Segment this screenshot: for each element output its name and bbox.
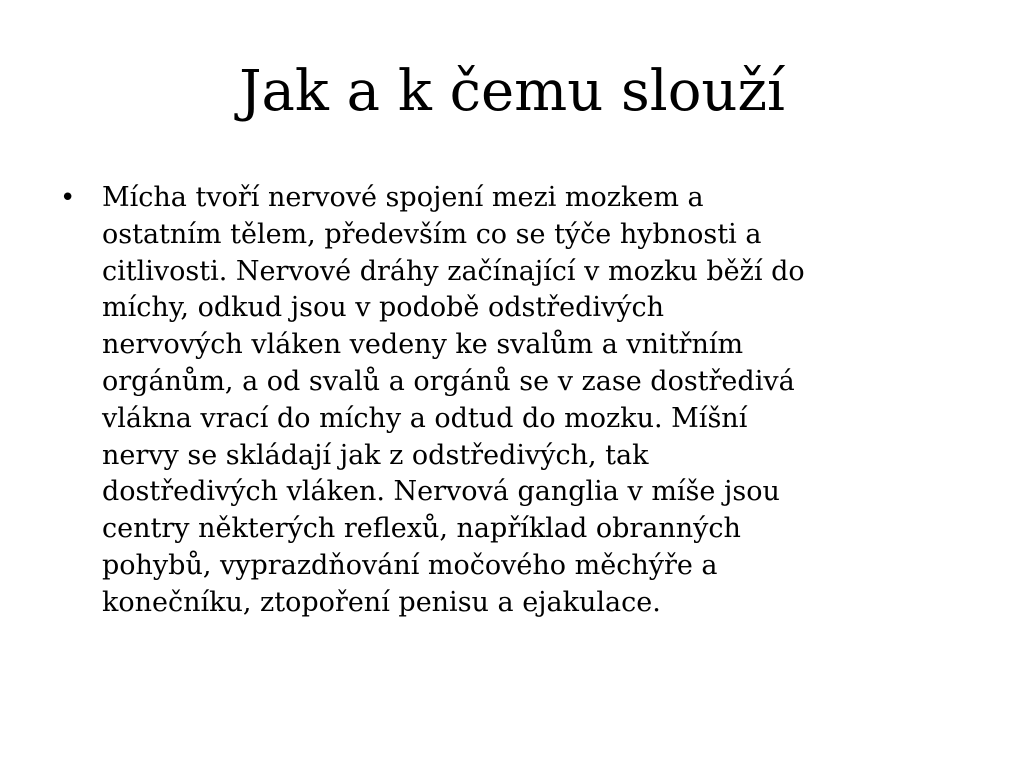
bullet-item xyxy=(60,180,960,622)
bullet-text-line: centry některých reflexů, například obranných xyxy=(102,513,741,545)
bullet-text-line: pohybů, vyprazdňování močového měchýře a xyxy=(102,549,718,581)
bullet-text-line: citlivosti. Nervové dráhy začínající v mozku běží do xyxy=(102,255,805,287)
bullet-text-line: konečníku, ztopoření penisu a ejakulace. xyxy=(102,586,661,618)
bullet-text-line: orgánům, a od svalů a orgánů se v zase dostředivá xyxy=(102,365,795,397)
bullet-text-line: dostředivých vláken. Nervová ganglia v míše jsou xyxy=(102,476,780,508)
bullet-text-line: nervy se skládají jak z odstředivých, tak xyxy=(102,439,649,471)
bullet-text-line: ostatním tělem, především co se týče hybnosti a xyxy=(102,218,762,250)
slide-title: Jak a k čemu slouží xyxy=(239,59,785,124)
bullet-text-line: nervových vláken vedeny ke svalům a vnitřním xyxy=(102,329,744,361)
bullet-list xyxy=(60,180,960,622)
bullet-text-line: vlákna vrací do míchy a odtud do mozku. Míšní xyxy=(102,402,748,434)
bullet-text-line: míchy, odkud jsou v podobě odstředivých xyxy=(102,292,665,324)
bullet-text-line: Mícha tvoří nervové spojení mezi mozkem a xyxy=(102,182,704,213)
bullet-dot-icon: • xyxy=(60,183,76,213)
